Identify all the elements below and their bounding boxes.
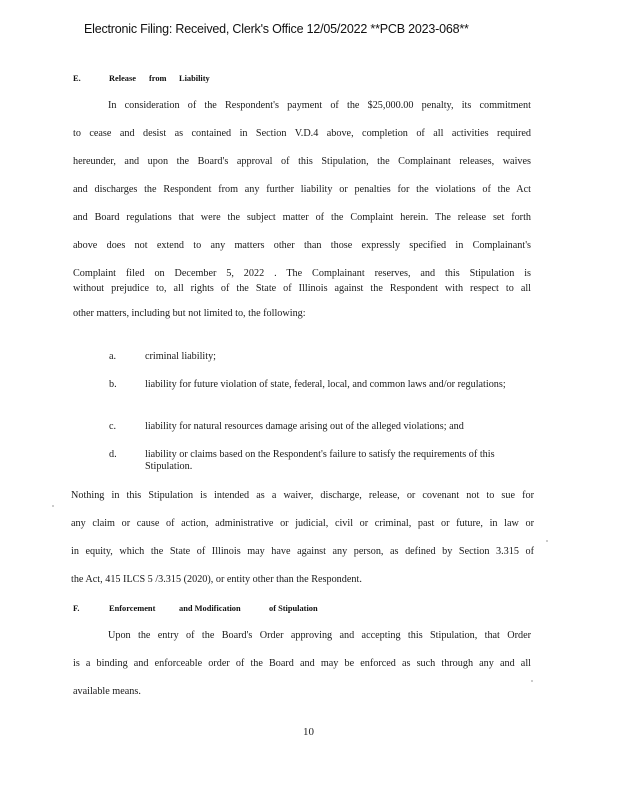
section-f-title-word: of Stipulation <box>269 604 318 613</box>
scan-speck <box>52 505 54 507</box>
list-item-letter: d. <box>109 449 117 460</box>
section-e-heading <box>73 74 210 83</box>
section-f-letter: F. <box>73 604 80 613</box>
paragraph-line: other matters, including but not limited to, the following: <box>73 308 306 319</box>
paragraph-line: Nothing in this Stipulation is intended as a waiver, discharge, release, or covenant not to sue for <box>71 490 534 501</box>
section-e-title-word: Release <box>109 74 136 83</box>
paragraph-line: and discharges the Respondent from any further liability or penalties for the violations of the Act <box>73 184 531 195</box>
list-item-letter: a. <box>109 351 117 362</box>
section-f-heading <box>73 604 318 613</box>
list-item-text: liability for natural resources damage arising out of the alleged violations; and <box>145 421 464 432</box>
list-item-text: liability or claims based on the Respondent's failure to satisfy the requirements of this Stipulation. <box>145 449 495 472</box>
paragraph-line: above does not extend to any matters other than those expressly specified in Complainant's <box>73 240 531 251</box>
section-e-title-word: Liability <box>179 74 210 83</box>
paragraph-line: and Board regulations that were the subject matter of the Complaint herein. The release set forth <box>73 212 531 223</box>
scan-speck <box>531 680 533 682</box>
paragraph-line: in equity, which the State of Illinois may have against any person, as defined by Section 3.315 of <box>71 546 534 557</box>
paragraph-line: any claim or cause of action, administrative or judicial, civil or criminal, past or future, in law or <box>71 518 534 529</box>
section-f-title-word: Enforcement <box>109 604 156 613</box>
paragraph-line: Complaint filed on December 5, 2022 . The Complainant reserves, and this Stipulation is <box>73 268 531 279</box>
paragraph-line: is a binding and enforceable order of the Board and may be enforced as such through any and all <box>73 658 531 669</box>
paragraph-line: hereunder, and upon the Board's approval of this Stipulation, the Complainant releases, waives <box>73 156 531 167</box>
paragraph-line: Upon the entry of the Board's Order approving and accepting this Stipulation, that Order <box>108 630 531 641</box>
list-item-letter: c. <box>109 421 117 432</box>
paragraph-line: In consideration of the Respondent's payment of the $25,000.00 penalty, its commitment <box>108 100 531 111</box>
list-item-text: criminal liability; <box>145 351 217 362</box>
list-item-letter: b. <box>109 379 117 390</box>
filing-stamp-header: Electronic Filing: Received, Clerk's Office 12/05/2022 **PCB 2023-068** <box>84 22 469 36</box>
scan-speck <box>546 540 548 542</box>
section-f-title-word: and Modification <box>179 604 241 613</box>
section-e-letter: E. <box>73 74 81 83</box>
paragraph-line: without prejudice to, all rights of the State of Illinois against the Respondent with respect to all <box>73 283 531 294</box>
paragraph-line: available means. <box>73 686 141 697</box>
page-number: 10 <box>303 726 314 738</box>
section-e-title-word: from <box>149 74 167 83</box>
list-item-text: liability for future violation of state, federal, local, and common laws and/or regulations; <box>145 379 506 390</box>
paragraph-line: to cease and desist as contained in Section V.D.4 above, completion of all activities required <box>73 128 531 139</box>
paragraph-line: the Act, 415 ILCS 5 /3.315 (2020), or entity other than the Respondent. <box>71 574 362 585</box>
